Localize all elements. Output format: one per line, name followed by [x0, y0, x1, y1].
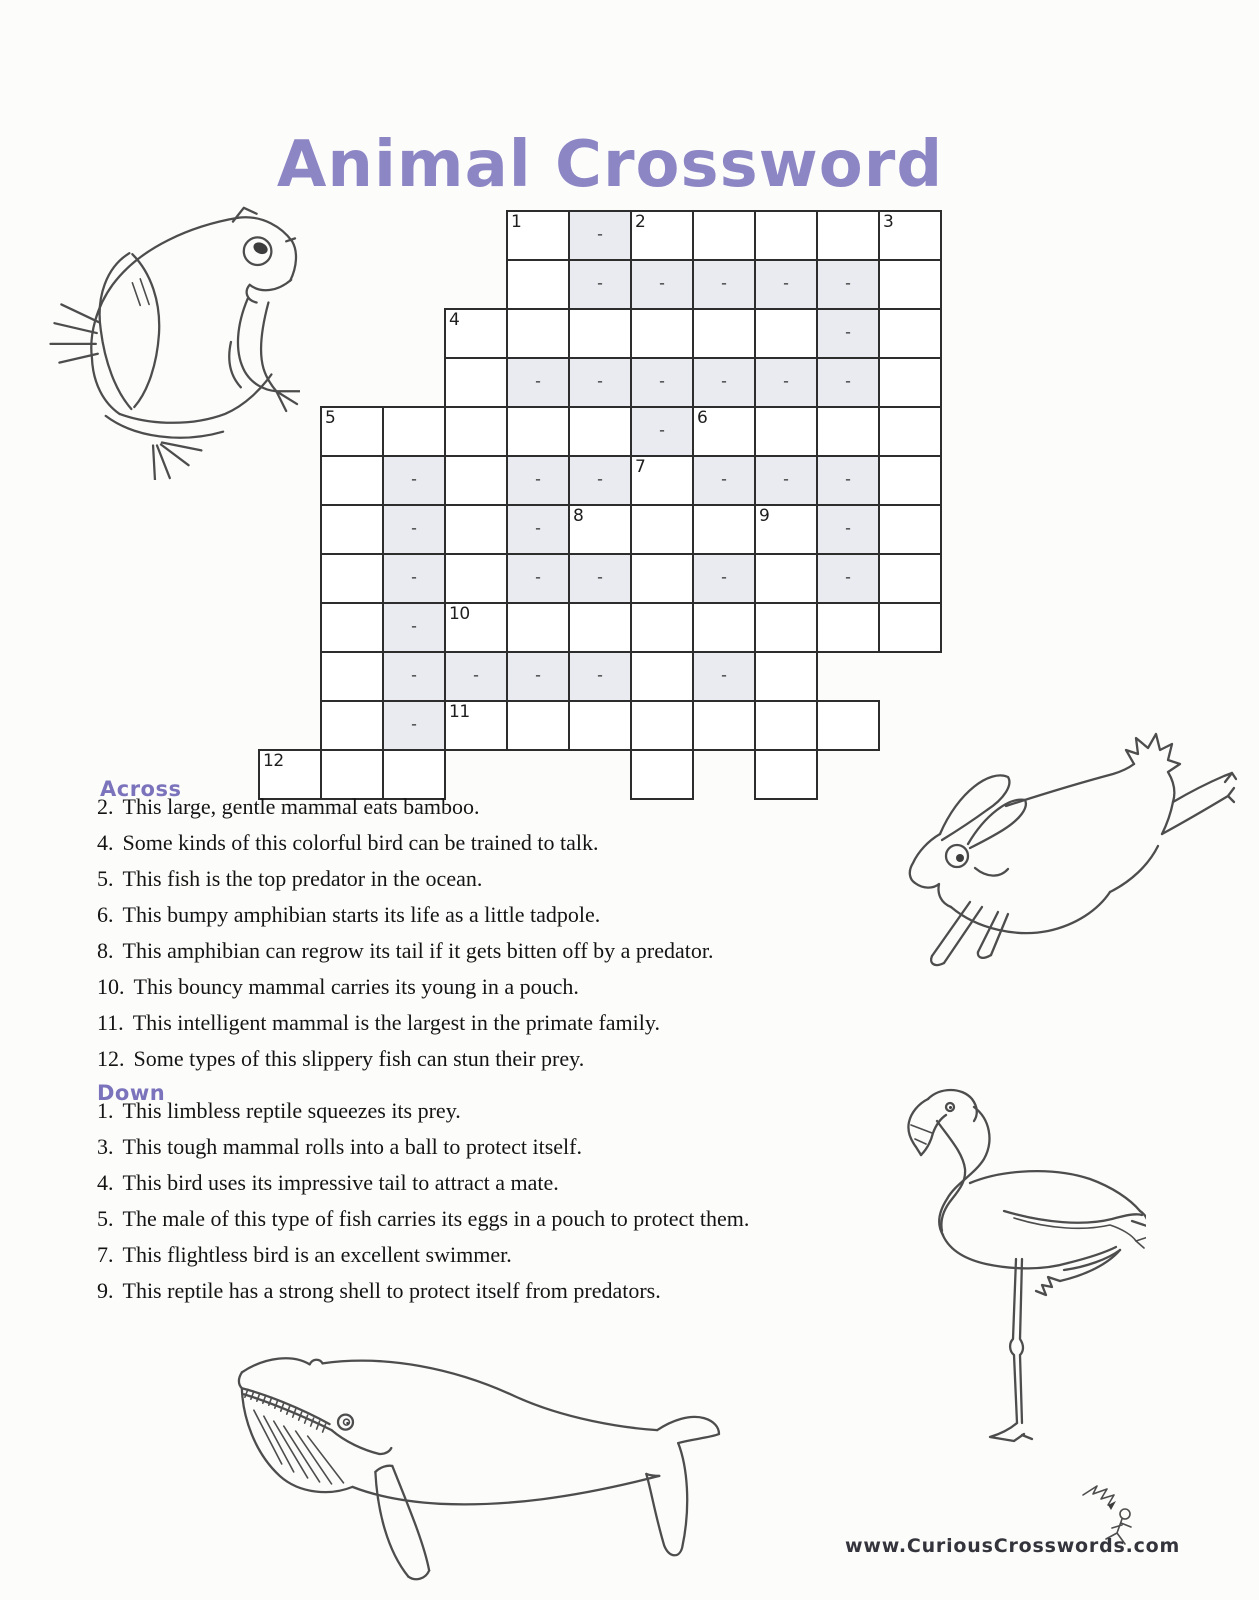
shaded-cell-dash: -	[721, 468, 727, 488]
grid-cell-r2c8	[754, 259, 818, 310]
grid-cell-r11c8	[754, 700, 818, 751]
cell-number: 3	[883, 212, 894, 232]
grid-cell-r4c7	[692, 357, 756, 408]
grid-cell-r10c5	[568, 651, 632, 702]
down-clue-4	[97, 1165, 749, 1201]
whale-illustration	[216, 1326, 724, 1584]
grid-cell-r7c8	[754, 504, 818, 555]
grid-cell-r5c1	[320, 406, 384, 457]
crossword-grid	[258, 210, 948, 806]
grid-cell-r5c10	[878, 406, 942, 457]
grid-cell-r9c7	[692, 602, 756, 653]
grid-cell-r10c6	[630, 651, 694, 702]
grid-cell-r9c10	[878, 602, 942, 653]
grid-cell-r3c6	[630, 308, 694, 359]
grid-cell-r5c9	[816, 406, 880, 457]
grid-cell-r4c9	[816, 357, 880, 408]
grid-cell-r7c10	[878, 504, 942, 555]
grid-cell-r8c1	[320, 553, 384, 604]
shaded-cell-dash: -	[659, 370, 665, 390]
cell-number: 6	[697, 408, 708, 428]
grid-cell-r10c3	[444, 651, 508, 702]
grid-cell-r2c5	[568, 259, 632, 310]
clue-text: This amphibian can regrow its tail if it gets bitten off by a predator.	[122, 938, 714, 963]
grid-cell-r10c2	[382, 651, 446, 702]
grid-cell-r4c5	[568, 357, 632, 408]
shaded-cell-dash: -	[411, 615, 417, 635]
grid-cell-r6c3	[444, 455, 508, 506]
grid-cell-r1c9	[816, 210, 880, 261]
grid-cell-r11c9	[816, 700, 880, 751]
shaded-cell-dash: -	[845, 321, 851, 341]
shaded-cell-dash: -	[597, 370, 603, 390]
across-clues-list	[97, 789, 714, 1077]
clue-number: 9.	[97, 1278, 114, 1303]
shaded-cell-dash: -	[845, 370, 851, 390]
grid-cell-r7c3	[444, 504, 508, 555]
grid-cell-r4c10	[878, 357, 942, 408]
grid-cell-r4c8	[754, 357, 818, 408]
clue-text: The male of this type of fish carries its eggs in a pouch to protect them.	[122, 1206, 750, 1231]
grid-cell-r11c2	[382, 700, 446, 751]
grid-cell-r8c8	[754, 553, 818, 604]
cell-number: 1	[511, 212, 522, 232]
grid-cell-r10c7	[692, 651, 756, 702]
clue-text: This flightless bird is an excellent swimmer.	[122, 1242, 512, 1267]
down-clue-5	[97, 1201, 749, 1237]
grid-cell-r5c7	[692, 406, 756, 457]
grid-cell-r11c7	[692, 700, 756, 751]
cell-number: 2	[635, 212, 646, 232]
grid-cell-r5c3	[444, 406, 508, 457]
down-clue-9	[97, 1273, 749, 1309]
shaded-cell-dash: -	[411, 468, 417, 488]
clue-number: 3.	[97, 1134, 114, 1159]
grid-cell-r3c9	[816, 308, 880, 359]
grid-cell-r2c10	[878, 259, 942, 310]
shaded-cell-dash: -	[721, 566, 727, 586]
cell-number: 11	[449, 702, 470, 722]
shaded-cell-dash: -	[535, 566, 541, 586]
shaded-cell-dash: -	[845, 517, 851, 537]
cell-number: 12	[263, 751, 284, 771]
grid-cell-r3c3	[444, 308, 508, 359]
shaded-cell-dash: -	[597, 272, 603, 292]
grid-cell-r6c8	[754, 455, 818, 506]
across-clue-10	[97, 969, 714, 1005]
shaded-cell-dash: -	[411, 664, 417, 684]
clue-text: This limbless reptile squeezes its prey.	[122, 1098, 461, 1123]
shaded-cell-dash: -	[535, 664, 541, 684]
across-clue-6	[97, 897, 714, 933]
grid-cell-r8c2	[382, 553, 446, 604]
grid-cell-r11c6	[630, 700, 694, 751]
grid-cell-r6c4	[506, 455, 570, 506]
clue-number: 6.	[97, 902, 114, 927]
clue-number: 1.	[97, 1098, 114, 1123]
grid-cell-r2c7	[692, 259, 756, 310]
shaded-cell-dash: -	[783, 370, 789, 390]
grid-cell-r5c2	[382, 406, 446, 457]
across-clue-8	[97, 933, 714, 969]
clue-text: This bouncy mammal carries its young in a pouch.	[133, 974, 579, 999]
grid-cell-r1c7	[692, 210, 756, 261]
grid-cell-r8c10	[878, 553, 942, 604]
grid-cell-r7c5	[568, 504, 632, 555]
grid-cell-r11c5	[568, 700, 632, 751]
page-title: Animal Crossword	[276, 127, 944, 202]
clue-number: 10.	[97, 974, 125, 999]
across-header: Across	[100, 777, 182, 802]
cell-number: 10	[449, 604, 470, 624]
shaded-cell-dash: -	[411, 713, 417, 733]
grid-cell-r4c4	[506, 357, 570, 408]
grid-cell-r10c8	[754, 651, 818, 702]
grid-cell-r3c5	[568, 308, 632, 359]
grid-cell-r12c8	[754, 749, 818, 800]
grid-cell-r5c5	[568, 406, 632, 457]
grid-cell-r8c4	[506, 553, 570, 604]
grid-cell-r2c6	[630, 259, 694, 310]
shaded-cell-dash: -	[597, 566, 603, 586]
website-url: www.CuriousCrosswords.com	[845, 1535, 1181, 1557]
clue-number: 4.	[97, 830, 114, 855]
grid-cell-r7c2	[382, 504, 446, 555]
clue-number: 8.	[97, 938, 114, 963]
grid-cell-r6c6	[630, 455, 694, 506]
shaded-cell-dash: -	[845, 468, 851, 488]
cell-number: 4	[449, 310, 460, 330]
grid-cell-r7c1	[320, 504, 384, 555]
grid-cell-r6c1	[320, 455, 384, 506]
grid-cell-r10c1	[320, 651, 384, 702]
grid-cell-r8c7	[692, 553, 756, 604]
grid-cell-r6c7	[692, 455, 756, 506]
clue-text: Some types of this slippery fish can stun their prey.	[133, 1046, 585, 1071]
clue-text: This bird uses its impressive tail to attract a mate.	[122, 1170, 559, 1195]
grid-cell-r9c3	[444, 602, 508, 653]
grid-cell-r9c8	[754, 602, 818, 653]
shaded-cell-dash: -	[597, 223, 603, 243]
shaded-cell-dash: -	[783, 272, 789, 292]
grid-cell-r7c6	[630, 504, 694, 555]
rabbit-illustration	[878, 722, 1238, 972]
clue-number: 11.	[97, 1010, 124, 1035]
grid-cell-r9c6	[630, 602, 694, 653]
shaded-cell-dash: -	[721, 370, 727, 390]
grid-cell-r1c8	[754, 210, 818, 261]
clue-number: 5.	[97, 866, 114, 891]
clue-text: This tough mammal rolls into a ball to protect itself.	[122, 1134, 582, 1159]
grid-cell-r8c6	[630, 553, 694, 604]
grid-cell-r5c6	[630, 406, 694, 457]
grid-cell-r1c6	[630, 210, 694, 261]
shaded-cell-dash: -	[845, 566, 851, 586]
grid-cell-r7c4	[506, 504, 570, 555]
shaded-cell-dash: -	[597, 468, 603, 488]
across-clue-11	[97, 1005, 714, 1041]
grid-cell-r9c4	[506, 602, 570, 653]
clue-number: 12.	[97, 1046, 125, 1071]
cell-number: 8	[573, 506, 584, 526]
grid-cell-r5c4	[506, 406, 570, 457]
down-header: Down	[97, 1081, 166, 1106]
down-clue-3	[97, 1129, 749, 1165]
grid-cell-r3c8	[754, 308, 818, 359]
down-clues-list	[97, 1093, 749, 1309]
shaded-cell-dash: -	[535, 370, 541, 390]
clue-text: This large, gentle mammal eats bamboo.	[122, 794, 480, 819]
cell-number: 7	[635, 457, 646, 477]
shaded-cell-dash: -	[411, 517, 417, 537]
across-clue-2	[97, 789, 714, 825]
grid-cell-r1c4	[506, 210, 570, 261]
grid-cell-r3c7	[692, 308, 756, 359]
grid-cell-r1c10	[878, 210, 942, 261]
grid-cell-r4c6	[630, 357, 694, 408]
grid-cell-r6c9	[816, 455, 880, 506]
shaded-cell-dash: -	[783, 468, 789, 488]
shaded-cell-dash: -	[659, 272, 665, 292]
grid-cell-r8c9	[816, 553, 880, 604]
grid-cell-r9c2	[382, 602, 446, 653]
clue-number: 7.	[97, 1242, 114, 1267]
grid-cell-r2c4	[506, 259, 570, 310]
grid-cell-r3c4	[506, 308, 570, 359]
across-clue-5	[97, 861, 714, 897]
shaded-cell-dash: -	[721, 664, 727, 684]
grid-cell-r6c10	[878, 455, 942, 506]
shaded-cell-dash: -	[659, 419, 665, 439]
clue-text: This reptile has a strong shell to protect itself from predators.	[122, 1278, 661, 1303]
clue-text: This intelligent mammal is the largest in the primate family.	[132, 1010, 660, 1035]
shaded-cell-dash: -	[597, 664, 603, 684]
shaded-cell-dash: -	[473, 664, 479, 684]
down-clue-7	[97, 1237, 749, 1273]
cell-number: 9	[759, 506, 770, 526]
across-clue-4	[97, 825, 714, 861]
shaded-cell-dash: -	[535, 468, 541, 488]
grid-cell-r3c10	[878, 308, 942, 359]
grid-cell-r5c8	[754, 406, 818, 457]
grid-cell-r6c5	[568, 455, 632, 506]
grid-cell-r10c4	[506, 651, 570, 702]
shaded-cell-dash: -	[845, 272, 851, 292]
cell-number: 5	[325, 408, 336, 428]
grid-cell-r9c9	[816, 602, 880, 653]
clue-text: This bumpy amphibian starts its life as a little tadpole.	[122, 902, 601, 927]
shaded-cell-dash: -	[535, 517, 541, 537]
clue-number: 4.	[97, 1170, 114, 1195]
grid-cell-r1c5	[568, 210, 632, 261]
clue-number: 5.	[97, 1206, 114, 1231]
flamingo-illustration	[864, 1063, 1146, 1451]
grid-cell-r11c1	[320, 700, 384, 751]
grid-cell-r8c3	[444, 553, 508, 604]
shaded-cell-dash: -	[721, 272, 727, 292]
across-clue-12	[97, 1041, 714, 1077]
clue-text: This fish is the top predator in the ocean.	[122, 866, 483, 891]
grid-cell-r7c7	[692, 504, 756, 555]
grid-cell-r9c5	[568, 602, 632, 653]
grid-cell-r4c3	[444, 357, 508, 408]
grid-cell-r11c4	[506, 700, 570, 751]
grid-cell-r9c1	[320, 602, 384, 653]
clue-text: Some kinds of this colorful bird can be trained to talk.	[122, 830, 599, 855]
grid-cell-r7c9	[816, 504, 880, 555]
down-clue-1	[97, 1093, 749, 1129]
grid-cell-r8c5	[568, 553, 632, 604]
grid-cell-r11c3	[444, 700, 508, 751]
shaded-cell-dash: -	[411, 566, 417, 586]
grid-cell-r6c2	[382, 455, 446, 506]
clue-number: 2.	[97, 794, 114, 819]
grid-cell-r2c9	[816, 259, 880, 310]
